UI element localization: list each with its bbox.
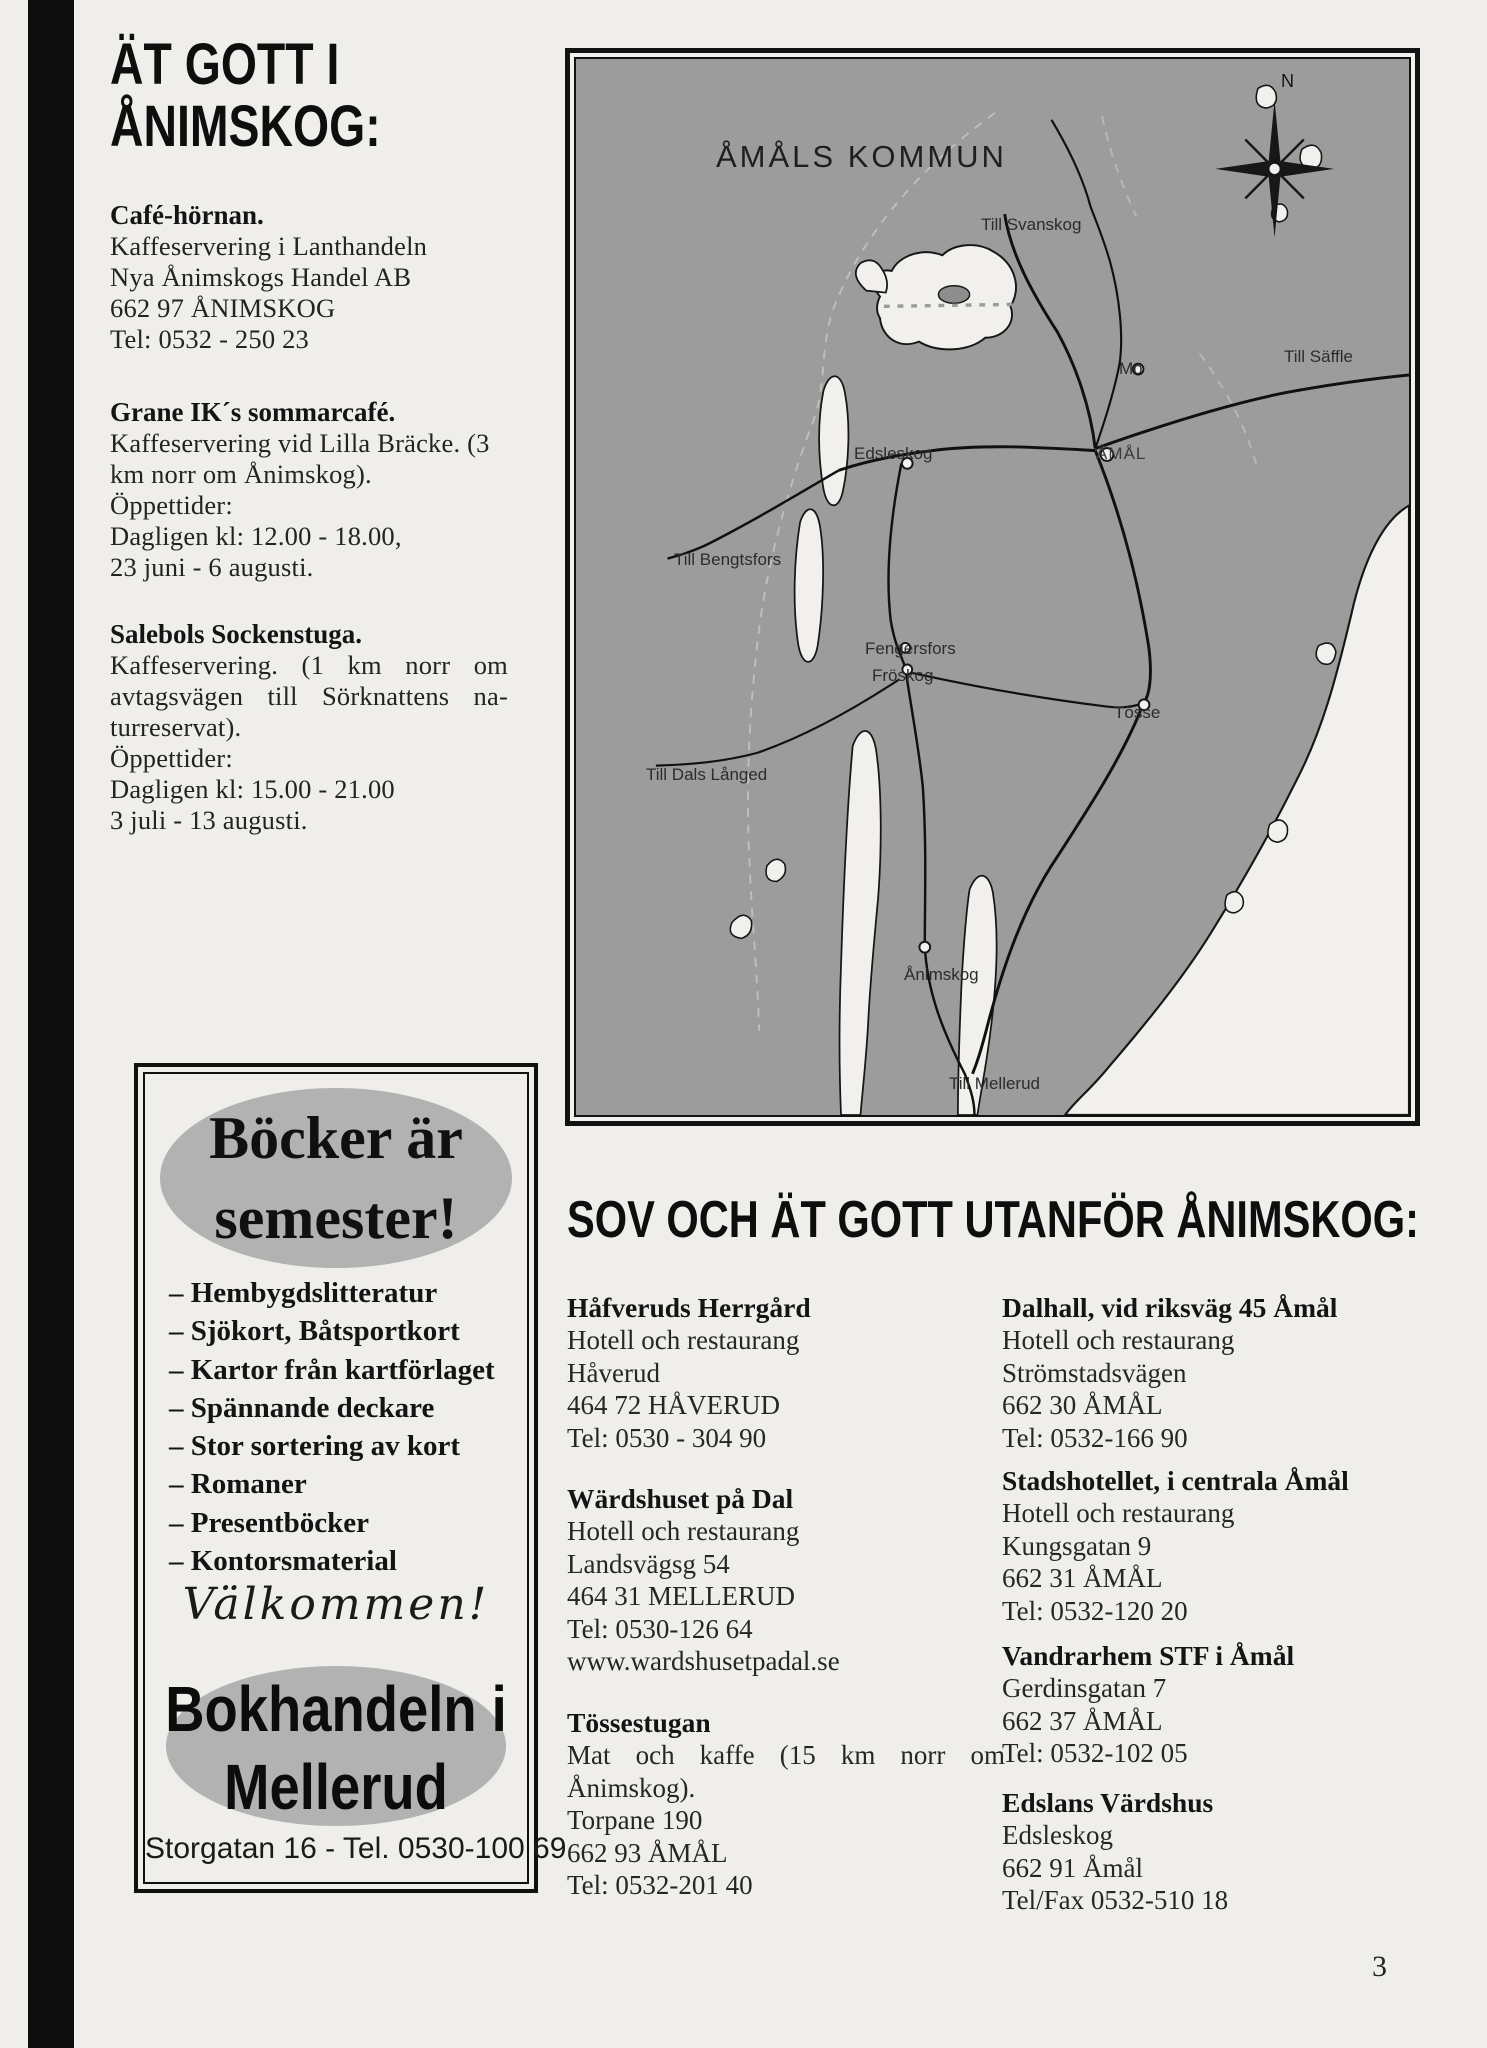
listing-line: Nya Ånimskogs Handel AB (110, 262, 412, 292)
map-label-amal: ÅMÅL (1096, 444, 1147, 463)
ad-item: – Stor sortering av kort (169, 1430, 461, 1463)
ad-headline-line2: semester! (214, 1185, 458, 1251)
ad-item: – Sjökort, Båtsportkort (169, 1315, 460, 1348)
page-number: 3 (1372, 1950, 1387, 1983)
directory-line: Ånimskog). (567, 1772, 696, 1803)
directory-edslans (1002, 1786, 1434, 1917)
ad-shop-name-line2: Mellerud (224, 1751, 448, 1823)
listing-line: 662 97 ÅNIMSKOG (110, 293, 336, 323)
directory-line: 464 72 HÅVERUD (567, 1390, 780, 1420)
map-label-edsleskog: Edsleskog (854, 444, 933, 463)
directory-vandrarhem (1002, 1639, 1434, 1770)
listing-title: Grane IK´s sommarcafé. (110, 397, 396, 427)
directory-line: Hotell och restaurang (1002, 1325, 1235, 1355)
municipality-map (565, 48, 1420, 1126)
map-label-fengersfors: Fengersfors (865, 639, 956, 658)
listing-title: Salebols Sockenstuga. (110, 619, 363, 649)
page-title-line2: ÅNIMSKOG: (110, 94, 381, 159)
ad-item: – Presentböcker (169, 1506, 369, 1539)
directory-line: Landsvägsg 54 (567, 1548, 730, 1579)
listing-title: Café-hörnan. (110, 200, 264, 230)
directory-title: Tössestugan (567, 1707, 711, 1738)
directory-line: Tel/Fax 0532-510 18 (1002, 1885, 1229, 1915)
ad-item: – Hembygdslitteratur (169, 1277, 438, 1309)
listing-line: 3 juli - 13 augusti. (110, 805, 308, 835)
page-title-line1: ÄT GOTT I (110, 32, 340, 97)
listing-line: Dagligen kl: 15.00 - 21.00 (110, 774, 395, 804)
directory-line: 662 37 ÅMÅL (1002, 1705, 1163, 1736)
directory-line: Hotell och restaurang (1002, 1498, 1235, 1528)
directory-line: Tel: 0530-126 64 (567, 1613, 753, 1644)
ad-shop-name (135, 1670, 537, 1826)
directory-line: Edsleskog (1002, 1820, 1113, 1850)
ad-item: – Kontorsmaterial (169, 1545, 397, 1578)
directory-website: www.wardshusetpadal.se (567, 1646, 840, 1676)
ad-item: – Romaner (169, 1468, 307, 1501)
directory-line: Gerdinsgatan 7 (1002, 1673, 1167, 1703)
directory-line: Tel: 0532-102 05 (1002, 1738, 1188, 1768)
directory-tossestugan (567, 1706, 1005, 1902)
listing-line: Kaffeservering vid Lilla Bräcke. (3 (110, 428, 490, 458)
directory-dalhall (1002, 1291, 1434, 1454)
directory-title: Dalhall, vid riksväg 45 Åmål (1002, 1292, 1338, 1323)
bookstore-ad-inner (143, 1072, 567, 1884)
directory-line: Strömstadsvägen (1002, 1357, 1187, 1388)
ad-address: Storgatan 16 - Tel. 0530-100 69 (145, 1832, 567, 1865)
directory-line: Kungsgatan 9 (1002, 1530, 1152, 1561)
listing-line: 23 juni - 6 augusti. (110, 552, 314, 582)
listing-line: Kaffeservering. (1 km norr om (110, 650, 508, 680)
directory-line: Håverud (567, 1357, 660, 1388)
map-label-froskog: Fröskog (872, 666, 934, 685)
ad-shop-name-line1: Bokhandeln i (165, 1673, 507, 1745)
map-label-till-saffle: Till Säffle (1284, 347, 1353, 366)
map-label-tosse: Tösse (1114, 703, 1161, 722)
bookstore-ad (134, 1063, 567, 1893)
listing-line: Öppettider: (110, 743, 233, 773)
directory-line: Tel: 0532-120 20 (1002, 1595, 1188, 1626)
ad-headline-line1: Böcker är (209, 1105, 463, 1171)
scan-edge-strip (28, 0, 74, 2048)
ad-item: – Spännande deckare (169, 1391, 435, 1424)
listing-line: Öppettider: (110, 490, 233, 520)
directory-title: Wärdshuset på Dal (567, 1483, 794, 1514)
map-label-animskog: Ånimskog (904, 965, 979, 984)
directory-line: Tel: 0532-201 40 (567, 1870, 753, 1900)
directory-line: 662 30 ÅMÅL (1002, 1390, 1163, 1420)
directory-heading: SOV OCH ÄT GOTT UTANFÖR ÅNIMSKOG: (567, 1191, 1419, 1249)
map-label-mo: Mo (1119, 359, 1143, 378)
map-label-till-mellerud: Till Mellerud (949, 1074, 1041, 1093)
directory-line: 464 31 MELLERUD (567, 1581, 795, 1611)
ad-welcome-script: Välkommen! (182, 1579, 490, 1630)
listing-line: Tel: 0532 - 250 23 (110, 324, 309, 354)
listing-grane-ik (110, 397, 508, 583)
directory-line: Torpane 190 (567, 1805, 703, 1835)
page-title (110, 34, 381, 158)
directory-line: Mat och kaffe (15 km norr om (567, 1740, 1005, 1770)
listing-cafe-hornan (110, 200, 508, 355)
directory-hafveruds (567, 1291, 1005, 1454)
directory-title: Stadshotellet, i centrala Åmål (1002, 1465, 1349, 1496)
listing-line: Kaffeservering i Lanthandeln (110, 231, 428, 261)
directory-line: Hotell och restaurang (567, 1325, 800, 1355)
directory-line: Tel: 0532-166 90 (1002, 1422, 1188, 1453)
directory-wardshuset (567, 1482, 1005, 1678)
listing-line: avtagsvägen till Sörknattens na- (110, 681, 508, 711)
directory-line: 662 91 Åmål (1002, 1852, 1143, 1883)
listing-salebols (110, 619, 508, 836)
directory-title: Vandrarhem STF i Åmål (1002, 1640, 1295, 1671)
listing-line: Dagligen kl: 12.00 - 18.00, (110, 521, 402, 551)
directory-title: Edslans Värdshus (1002, 1787, 1214, 1818)
listing-line: km norr om Ånimskog). (110, 459, 372, 489)
directory-title: Håfveruds Herrgård (567, 1292, 811, 1323)
directory-line: Tel: 0530 - 304 90 (567, 1422, 767, 1453)
map-title: ÅMÅLS KOMMUN (716, 139, 1007, 174)
map-label-till-dals-langed: Till Dals Långed (646, 765, 768, 784)
ad-item: – Kartor från kartförlaget (169, 1353, 495, 1386)
map-label-till-svanskog: Till Svanskog (981, 215, 1082, 234)
directory-stadshotellet (1002, 1464, 1434, 1627)
directory-line: 662 31 ÅMÅL (1002, 1563, 1163, 1593)
directory-line: Hotell och restaurang (567, 1516, 800, 1546)
directory-line: 662 93 ÅMÅL (567, 1837, 728, 1868)
map-label-till-bengtsfors: Till Bengtsfors (674, 550, 782, 569)
ad-headline-ellipse (160, 1088, 512, 1268)
map-canvas (574, 57, 1411, 1117)
ad-item-list (169, 1274, 495, 1580)
listing-line: turreservat). (110, 712, 242, 742)
compass-north-label: N (1281, 71, 1294, 91)
